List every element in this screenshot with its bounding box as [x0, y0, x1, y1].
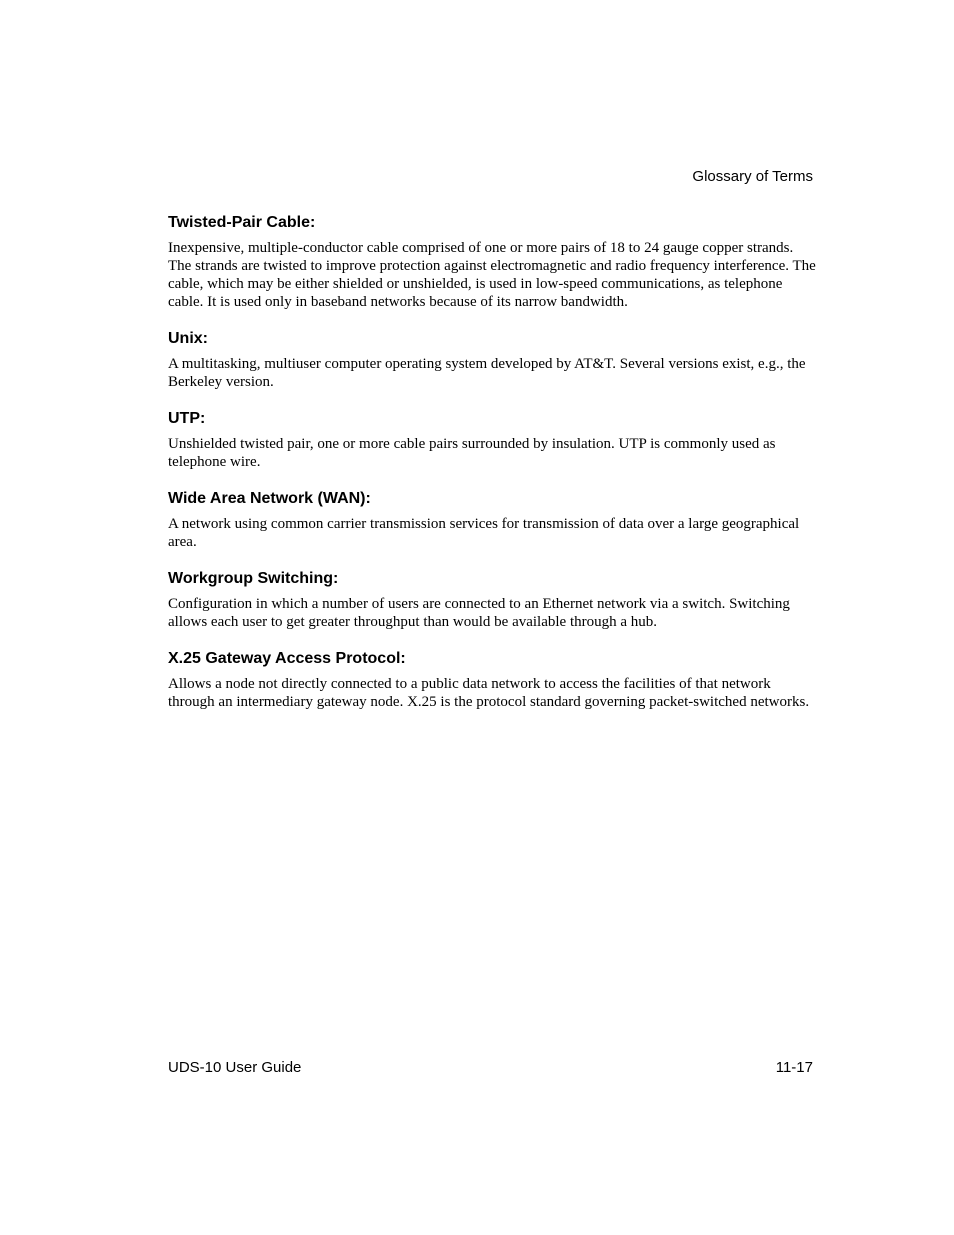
- glossary-entry-workgroup-switching: [168, 569, 818, 631]
- glossary-definition: Allows a node not directly connected to a public data network to access the facilities of that network through an intermediary gateway node. X.25 is the protocol standard governing packet-switched networks.: [168, 676, 810, 710]
- glossary-entry-wan: [168, 489, 818, 551]
- glossary-definition: A network using common carrier transmission services for transmission of data over a large geographical area.: [168, 516, 800, 550]
- glossary-term: X.25 Gateway Access Protocol:: [168, 650, 406, 667]
- glossary-term: Workgroup Switching:: [168, 570, 339, 587]
- glossary-definition: A multitasking, multiuser computer operating system developed by AT&T. Several versions exist, e.g., the Berkeley version.: [168, 356, 806, 390]
- glossary-definition: Unshielded twisted pair, one or more cable pairs surrounded by insulation. UTP is commonly used as telephone wire.: [168, 436, 776, 470]
- footer-document-title: UDS-10 User Guide: [168, 1059, 302, 1076]
- glossary-entry-utp: [168, 409, 818, 471]
- glossary-entry-twisted-pair-cable: [168, 213, 818, 311]
- glossary-entry-unix: [168, 329, 818, 391]
- glossary-term: Unix:: [168, 330, 208, 347]
- glossary-content: [168, 213, 818, 729]
- glossary-term: Twisted-Pair Cable:: [168, 214, 316, 231]
- footer-page-number: 11-17: [775, 1059, 813, 1076]
- glossary-definition: Inexpensive, multiple-conductor cable comprised of one or more pairs of 18 to 24 gauge copper strands. The strands are twisted to improve protection against electromagnetic and radio frequency interference. The cable, which may be either shielded or unshielded, is used in low-speed communications, as telephone cable. It is used only in baseband networks because of its narrow bandwidth.: [168, 240, 816, 310]
- glossary-term: Wide Area Network (WAN):: [168, 490, 371, 507]
- glossary-term: UTP:: [168, 410, 206, 427]
- glossary-definition: Configuration in which a number of users are connected to an Ethernet network via a switch. Switching allows each user to get greater throughput than would be available through a hub.: [168, 596, 790, 630]
- running-header: Glossary of Terms: [692, 168, 813, 185]
- glossary-entry-x25-gateway: [168, 649, 818, 711]
